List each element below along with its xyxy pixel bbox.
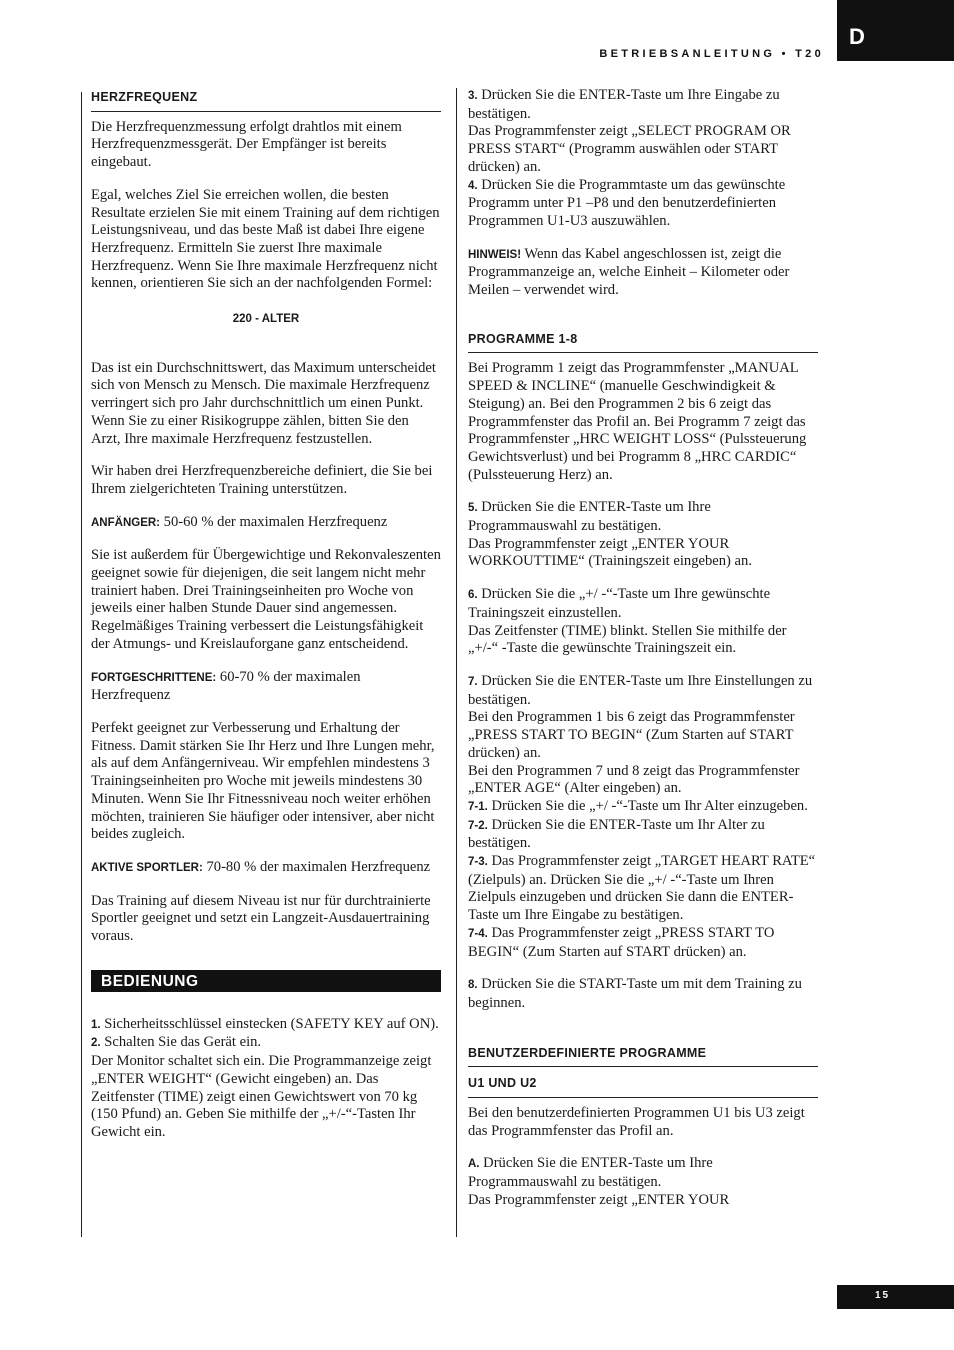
note-text: Wenn das Kabel angeschlossen ist, zeigt die Programmanzeige an, welche Einheit – Kilometer oder Meilen – verwendet wird.	[468, 245, 790, 299]
step-a-detail: Das Programmfenster zeigt „ENTER YOUR	[468, 1191, 730, 1208]
step-8	[468, 976, 818, 1012]
step-number: 2.	[91, 1037, 101, 1050]
advanced-zone	[91, 669, 441, 705]
step-3-detail: Das Programmfenster zeigt „SELECT PROGRAM OR PRESS START“ (Programm auswählen oder START drücken) an.	[468, 123, 791, 175]
step-number: 1.	[91, 1018, 101, 1031]
u1-u2-heading: U1 UND U2	[468, 1075, 818, 1098]
step-text: Das Programmfenster zeigt „PRESS START TO BEGIN“ (Zum Starten auf START drücken) an.	[468, 924, 775, 960]
step-text: Drücken Sie die „+/ -“-Taste um Ihr Alter einzugeben.	[491, 797, 808, 814]
paragraph: Egal, welches Ziel Sie erreichen wollen, die besten Resultate erzielen Sie mit einem Training auf dem richtigen Leistungsniveau, und das beste Maß ist dabei Ihre eigene Herzfrequenz. Ermitteln Sie zuerst Ihre maximale Herzfrequenz. Wenn Sie Ihre maximale Herzfrequenz nicht kennen, orientieren Sie sich an der nachfolgenden Formel:	[91, 186, 440, 292]
step-text: Drücken Sie die „+/ -“-Taste um Ihre gewünschte Trainingszeit einzustellen.	[468, 586, 771, 621]
step-text: Drücken Sie die Programmtaste um das gewünschte Programm unter P1 –P8 und den benutzerdefinierten Programmen U1-U3 auszuwählen.	[468, 176, 786, 229]
step-a	[468, 1155, 818, 1191]
step-text: Drücken Sie die ENTER-Taste um Ihr Alter zu bestätigen.	[468, 816, 765, 852]
step-5	[468, 499, 818, 535]
step-number: 7-1.	[468, 800, 488, 813]
step-1	[91, 1016, 441, 1035]
beginner-label: ANFÄNGER:	[91, 516, 160, 529]
paragraph: Bei den benutzerdefinierten Programmen U1 bis U3 zeigt das Programmfenster das Profil an.	[468, 1105, 805, 1139]
step-2	[91, 1034, 441, 1053]
step-6-detail: Das Zeitfenster (TIME) blinkt. Stellen Sie mithilfe der „+/-“ -Taste die gewünschte Trainingszeit ein.	[468, 622, 787, 657]
step-text: Drücken Sie die ENTER-Taste um Ihre Eingabe zu bestätigen.	[468, 87, 780, 122]
left-column-rule	[81, 92, 82, 1237]
step-text: Schalten Sie das Gerät ein.	[104, 1034, 262, 1051]
step-7-3	[468, 853, 818, 925]
paragraph: Sie ist außerdem für Übergewichtige und Rekonvaleszenten geeignet sowie für diejenigen, die seit langem nicht mehr trainiert haben. Drei Trainingseinheiten pro Woche von jeweils einer halben Stunde Dauer sind angemessen. Regelmäßiges Training verbessert die Leistungsfähigkeit der Atmungs- und Kreislauforgane ganz entscheidend.	[91, 547, 441, 652]
step-7-4	[468, 925, 818, 961]
step-text: Drücken Sie die START-Taste um mit dem Training zu beginnen.	[468, 976, 802, 1011]
advanced-text: 60-70 % der maximalen Herzfrequenz	[91, 668, 361, 704]
paragraph: Das ist ein Durchschnittswert, das Maximum unterscheidet sich von Mensch zu Mensch. Die maximale Herzfrequenz verringert sich pro Jahr durchschnittlich um einen Punkt. Wenn Sie zu einer Risikogruppe zählen, bitten Sie den Arzt, Ihre maximale Herzfrequenz festzustellen.	[91, 359, 436, 447]
operation-heading-bar: BEDIENUNG	[91, 970, 441, 992]
advanced-label: FORTGESCHRITTENE:	[91, 671, 217, 684]
note-label: HINWEIS!	[468, 248, 522, 261]
step-text: Drücken Sie die ENTER-Taste um Ihre Einstellungen zu bestätigen.	[468, 672, 813, 708]
step-6	[468, 586, 818, 622]
document-title: BETRIEBSANLEITUNG • T20	[599, 48, 824, 60]
step-text: Drücken Sie die ENTER-Taste um Ihre Programmauswahl zu bestätigen.	[468, 499, 711, 535]
left-column	[91, 89, 441, 1142]
step-text: Sicherheitsschlüssel einstecken (SAFETY KEY auf ON).	[104, 1015, 439, 1032]
step-number: 7-2.	[468, 819, 488, 832]
step-4	[468, 177, 818, 231]
paragraph: Das Training auf diesem Niveau ist nur für durchtrainierte Sportler geeignet und setzt ein Langzeit-Ausdauertraining voraus.	[91, 892, 431, 945]
paragraph: Wir haben drei Herzfrequenzbereiche definiert, die Sie bei Ihrem zielgerichteten Training unterstützen.	[91, 463, 433, 497]
step-5-detail: Das Programmfenster zeigt „ENTER YOUR WORKOUTTIME“ (Trainingszeit eingeben) an.	[468, 535, 752, 570]
spacer	[468, 315, 818, 331]
heart-rate-heading: HERZFREQUENZ	[91, 89, 441, 112]
step-text: Drücken Sie die ENTER-Taste um Ihre Programmauswahl zu bestätigen.	[468, 1155, 713, 1191]
step-3	[468, 87, 818, 123]
step-number: 6.	[468, 589, 478, 602]
step-7-1	[468, 798, 818, 817]
note	[468, 246, 818, 300]
athletes-label: AKTIVE SPORTLER:	[91, 861, 203, 874]
beginner-zone	[91, 514, 441, 533]
programs-heading: PROGRAMME 1-8	[468, 331, 818, 354]
step-text: Das Programmfenster zeigt „TARGET HEART RATE“ (Zielpuls) an. Drücken Sie die „+/ -“-Taste um Ihren Zielpuls einzugeben und drücken Sie dann die ENTER-Taste um Ihre Eingabe zu bestätigen.	[468, 853, 816, 924]
athletes-text: 70-80 % der maximalen Herzfrequenz	[206, 858, 431, 875]
step-7	[468, 673, 818, 709]
step-2-detail: Der Monitor schaltet sich ein. Die Programmanzeige zeigt „ENTER WEIGHT“ (Gewicht eingeben) an. Das Zeitfenster (TIME) zeigt einen Gewichtswert von 70 kg (150 Pfund) an. Geben Sie mithilfe der „+/-“-Tasten Ihr Gewicht ein.	[91, 1053, 432, 1140]
step-number: 8.	[468, 979, 478, 992]
step-number: A.	[468, 1158, 480, 1171]
step-7-detail: Bei den Programmen 7 und 8 zeigt das Programmfenster „ENTER AGE“ (Alter eingeben) an.	[468, 762, 800, 797]
center-column-rule	[456, 88, 457, 1237]
step-7-2	[468, 817, 818, 853]
paragraph: Bei Programm 1 zeigt das Programmfenster „MANUAL SPEED & INCLINE“ (manuelle Geschwindigkeit & Steigung) an. Bei den Programmen 2 bis 6 zeigt das Programmfenster das Profil an. Bei Programm 7 zeigt das Programmfenster „HRC WEIGHT LOSS“ (Pulssteuerung Gewichtsverlust) und bei Programm 8 „HRC CARDIC“ (Pulssteuerung Herz) an.	[468, 360, 807, 483]
right-column	[468, 87, 818, 1210]
beginner-text: 50-60 % der maximalen Herzfrequenz	[163, 513, 388, 530]
athletes-zone	[91, 859, 441, 878]
step-number: 7-4.	[468, 927, 488, 940]
heart-rate-formula: 220 - ALTER	[232, 313, 300, 326]
spacer	[468, 1028, 818, 1045]
step-number: 7.	[468, 675, 478, 688]
step-number: 4.	[468, 179, 478, 192]
page-number: 15	[837, 1285, 954, 1309]
paragraph: Die Herzfrequenzmessung erfolgt drahtlos mit einem Herzfrequenzmessgerät. Der Empfänger ist bereits eingebaut.	[91, 118, 402, 171]
paragraph: Perfekt geeignet zur Verbesserung und Erhaltung der Fitness. Damit stärken Sie Ihr Herz und Ihre Lungen mehr, als auf dem Anfängerniveau. Wir empfehlen mindestens 3 Trainingseinheiten pro Woche mit jeweils mindestens 30 Minuten. Wenn Sie Ihr Fitnessniveau noch weiter erhöhen möchten, trainieren Sie häufiger oder intensiver, aber nicht beides zugleich.	[91, 719, 435, 843]
custom-programs-heading: BENUTZERDEFINIERTE PROGRAMME	[468, 1045, 818, 1068]
language-tab: D	[837, 0, 954, 61]
step-number: 5.	[468, 502, 478, 515]
step-number: 7-3.	[468, 856, 488, 869]
step-number: 3.	[468, 90, 478, 102]
step-7-detail: Bei den Programmen 1 bis 6 zeigt das Programmfenster „PRESS START TO BEGIN“ (Zum Starten auf START drücken) an.	[468, 709, 795, 761]
